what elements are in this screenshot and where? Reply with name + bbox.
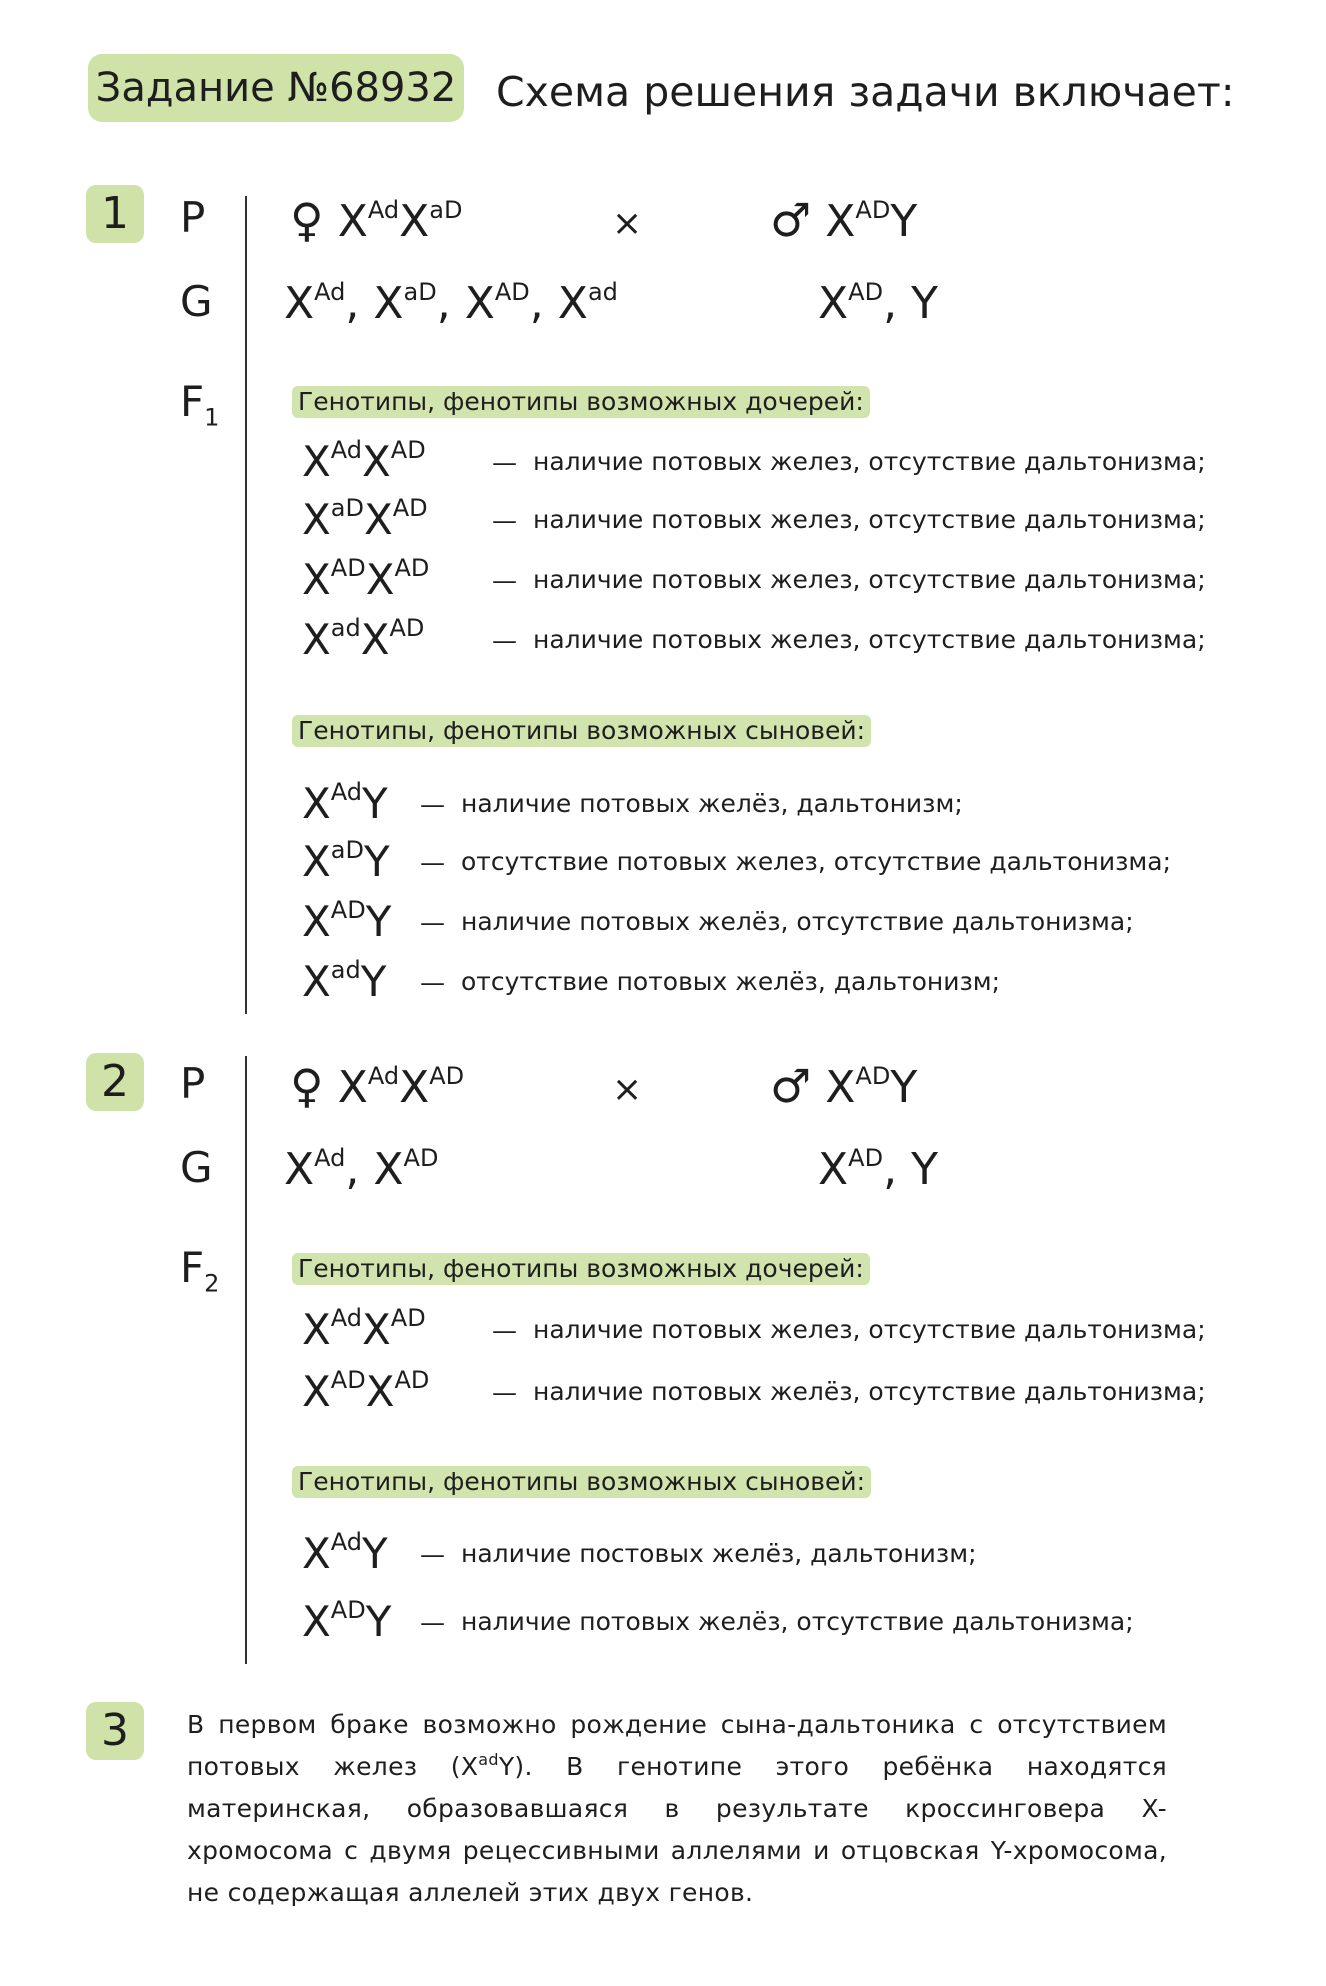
f2-son-row: $X^{Ad}Y$ — наличие постовых желёз, дальтонизм; xyxy=(302,1528,977,1578)
cross2-cross-sign: × xyxy=(612,1069,643,1110)
f2-daughter-row: $X^{Ad}X^{AD}$ — наличие потовых желез, отсутствие дальтонизма; xyxy=(302,1304,1206,1354)
cross1-father-gametes: $X^{AD}$, Y xyxy=(818,278,938,329)
cross1-mother: ♀ $X^{Ad}X^{aD}$ xyxy=(290,193,463,247)
f1-son-row: $X^{AD}Y$ — наличие потовых желёз, отсутствие дальтонизма; xyxy=(302,896,1134,946)
f2-daughters-title: Генотипы, фенотипы возможных дочерей: xyxy=(292,1253,870,1285)
f1-daughter-row: $X^{ad}X^{AD}$ — наличие потовых желез, отсутствие дальтонизма; xyxy=(302,614,1206,664)
male-icon: ♂ xyxy=(770,1059,812,1113)
label-gametes: G xyxy=(180,1143,213,1192)
label-f1: $F_1$ xyxy=(180,377,220,432)
scheme-divider-2 xyxy=(245,1056,247,1664)
label-gametes: G xyxy=(180,277,213,326)
step-number-1: 1 xyxy=(86,185,144,243)
step-number-3: 3 xyxy=(86,1702,144,1760)
scheme-divider-1 xyxy=(245,196,247,1014)
f1-daughter-row: $X^{aD}X^{AD}$ — наличие потовых желез, отсутствие дальтонизма; xyxy=(302,494,1206,544)
f1-daughter-row: $X^{AD}X^{AD}$ — наличие потовых желез, отсутствие дальтонизма; xyxy=(302,554,1206,604)
female-icon: ♀ xyxy=(290,1059,324,1113)
cross2-father: ♂ $X^{AD}Y$ xyxy=(770,1059,918,1113)
task-id-badge: Задание №68932 xyxy=(88,54,464,122)
page-title: Схема решения задачи включает: xyxy=(496,68,1235,116)
cross2-mother: ♀ $X^{Ad}X^{AD}$ xyxy=(290,1059,465,1113)
f2-sons-title: Генотипы, фенотипы возможных сыновей: xyxy=(292,1466,871,1498)
cross2-father-gametes: $X^{AD}$, Y xyxy=(818,1144,938,1195)
f1-daughters-title: Генотипы, фенотипы возможных дочерей: xyxy=(292,386,870,418)
female-icon: ♀ xyxy=(290,193,324,247)
step-number-2: 2 xyxy=(86,1053,144,1111)
cross1-mother-gametes: $X^{Ad}$, $X^{aD}$, $X^{AD}$, $X^{ad}$ xyxy=(284,278,618,329)
f1-son-row: $X^{ad}Y$ — отсутствие потовых желёз, дальтонизм; xyxy=(302,956,1001,1006)
male-icon: ♂ xyxy=(770,193,812,247)
f1-son-row: $X^{Ad}Y$ — наличие потовых желёз, дальтонизм; xyxy=(302,778,963,828)
f1-sons-title: Генотипы, фенотипы возможных сыновей: xyxy=(292,715,871,747)
conclusion-paragraph: В первом браке возможно рождение сына-дальтоника с отсутствием потовых желез $(X^{ad}Y)$. В генотипе этого ребёнка находятся материнская, образовавшаяся в результате кроссинговера X-хромосома с двумя рецессивными аллелями и отцовская Y-хромосома, не содержащая аллелей этих двух генов. xyxy=(187,1710,1167,1907)
cross2-mother-gametes: $X^{Ad}$, $X^{AD}$ xyxy=(284,1144,439,1195)
label-parents: P xyxy=(180,1059,206,1108)
f2-daughter-row: $X^{AD}X^{AD}$ — наличие потовых желёз, отсутствие дальтонизма; xyxy=(302,1366,1206,1416)
cross1-father: ♂ $X^{AD}Y$ xyxy=(770,193,918,247)
cross1-cross-sign: × xyxy=(612,203,643,244)
label-f2: $F_2$ xyxy=(180,1243,220,1298)
f2-son-row: $X^{AD}Y$ — наличие потовых желёз, отсутствие дальтонизма; xyxy=(302,1596,1134,1646)
f1-son-row: $X^{aD}Y$ — отсутствие потовых желез, отсутствие дальтонизма; xyxy=(302,836,1171,886)
f1-daughter-row: $X^{Ad}X^{AD}$ — наличие потовых желез, отсутствие дальтонизма; xyxy=(302,436,1206,486)
label-parents: P xyxy=(180,193,206,242)
